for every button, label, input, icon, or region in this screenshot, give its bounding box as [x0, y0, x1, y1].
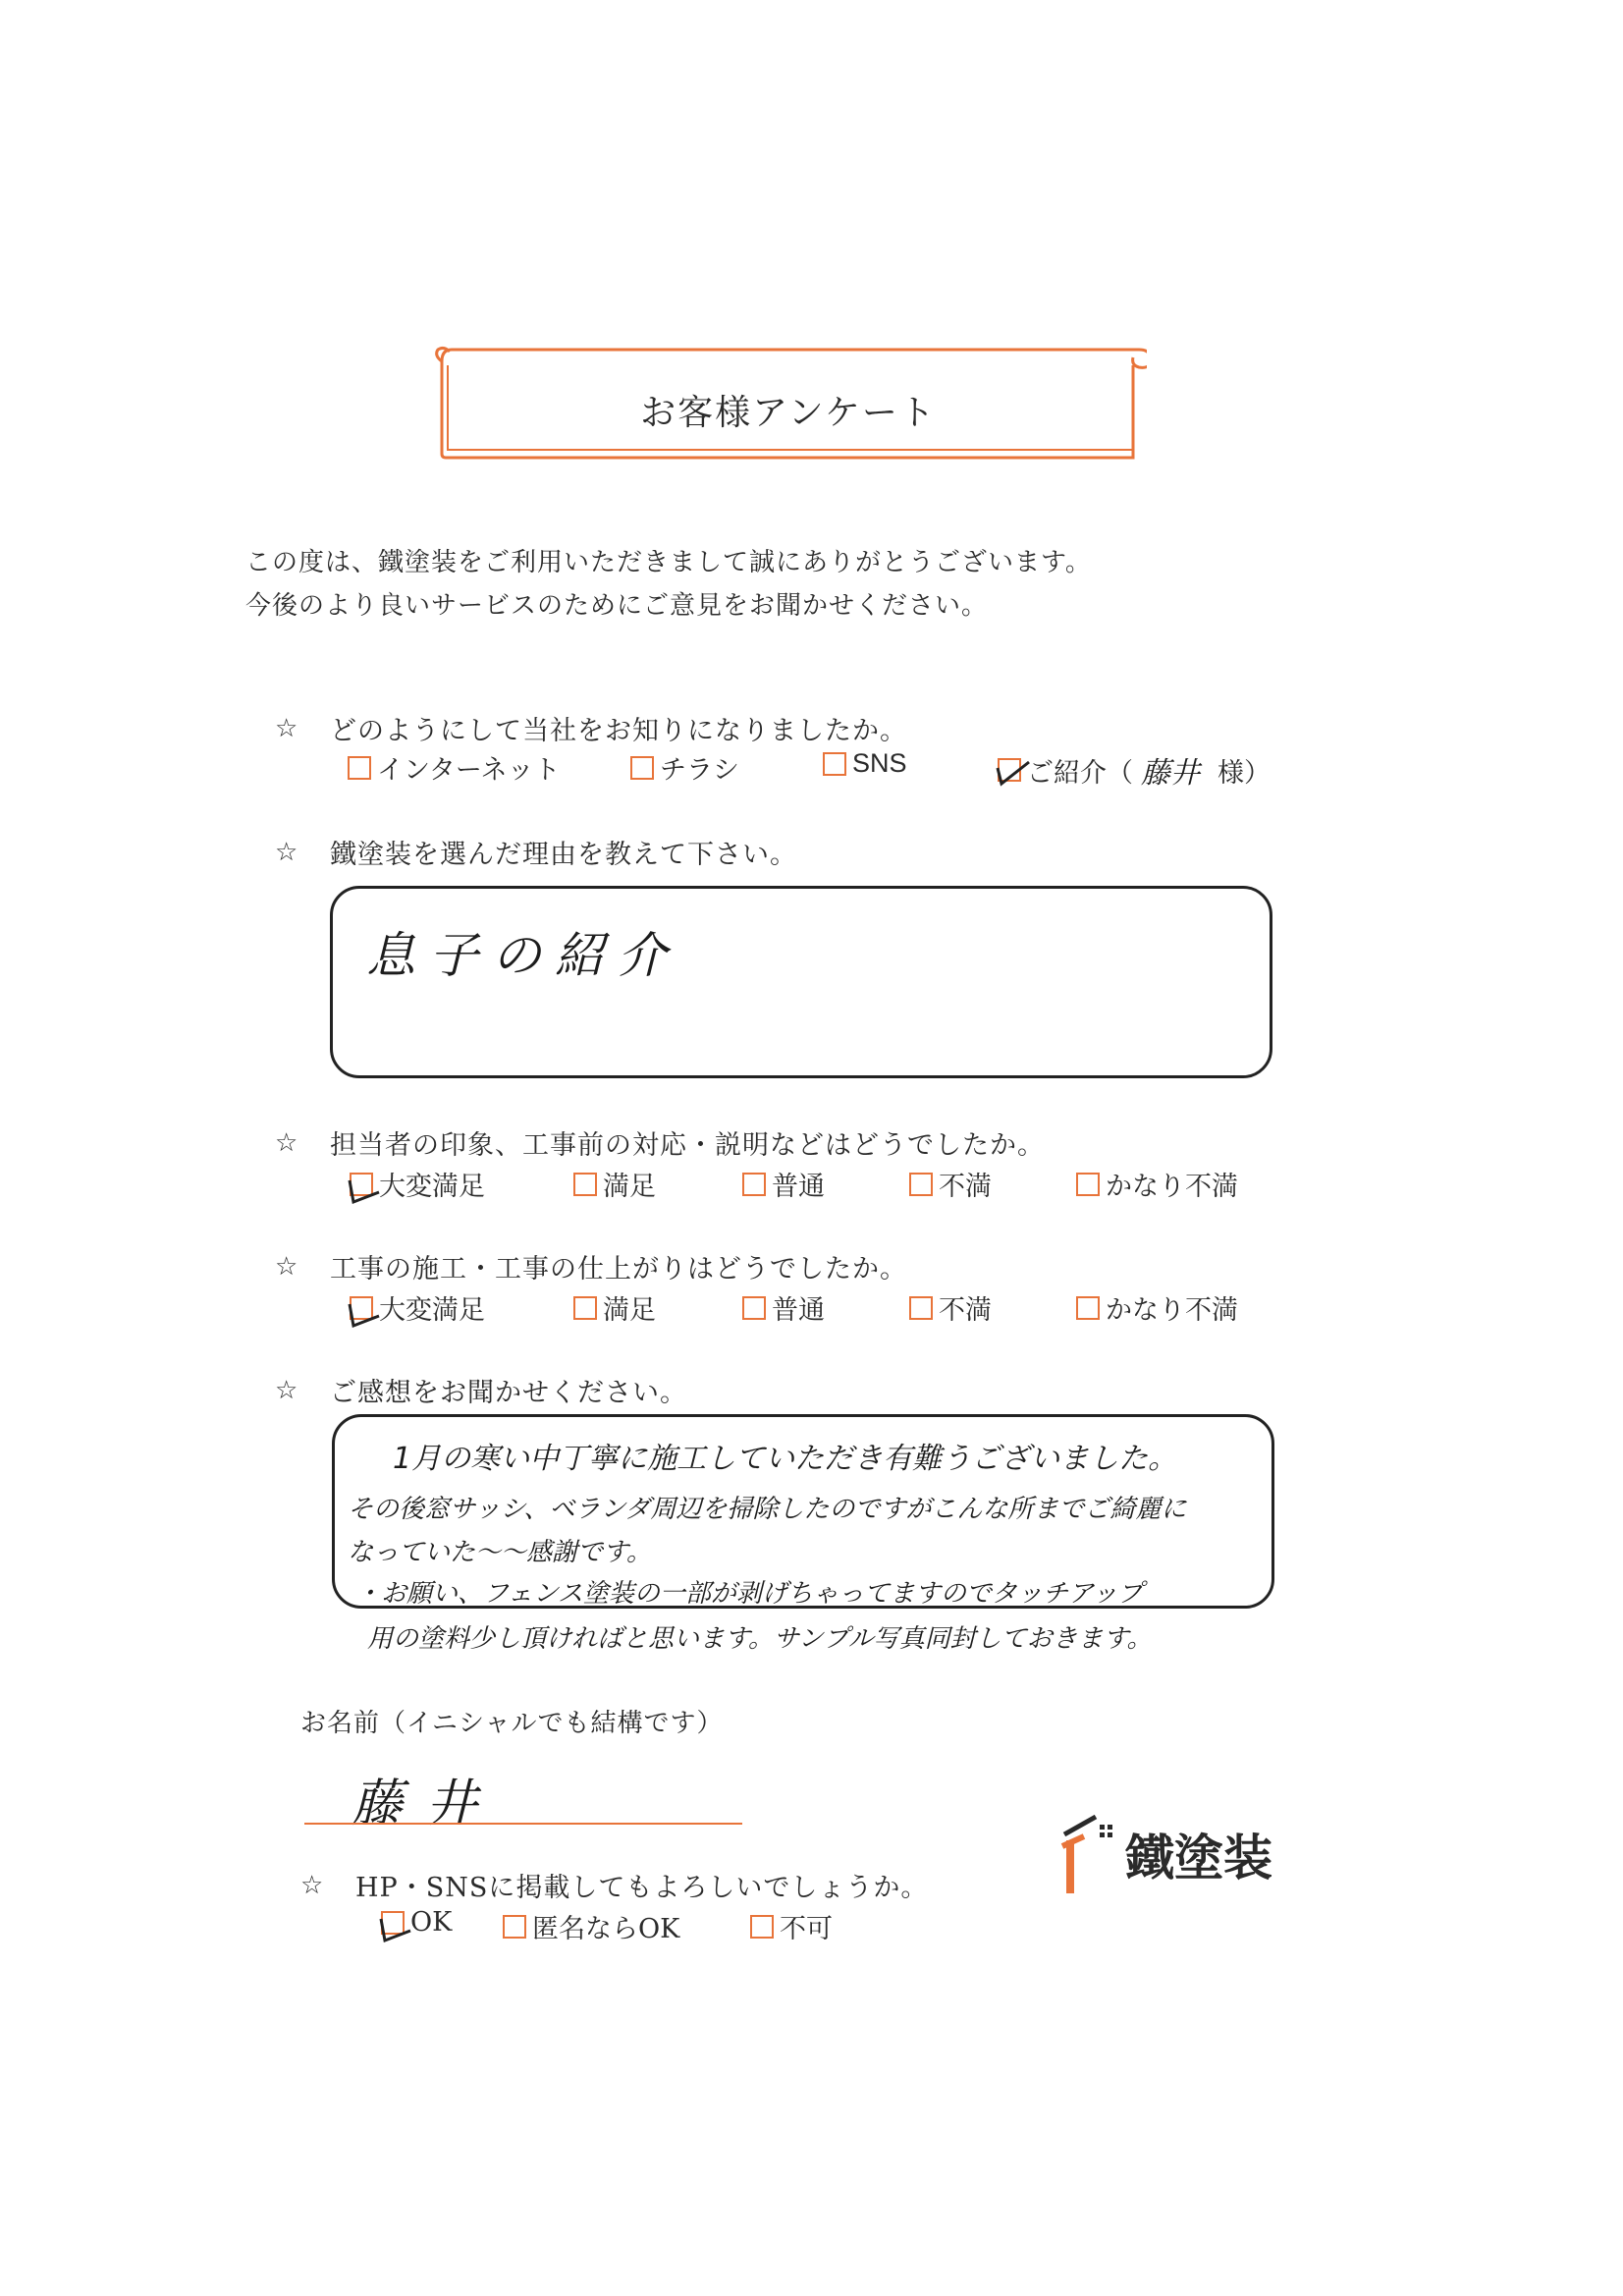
- checkbox[interactable]: [348, 756, 371, 780]
- name-underline[interactable]: [304, 1823, 742, 1825]
- reason-answer-box[interactable]: [330, 886, 1272, 1078]
- checkbox[interactable]: [909, 1173, 933, 1196]
- check-mark-icon: [344, 1163, 383, 1212]
- q3-option-neutral[interactable]: 普通: [742, 1165, 825, 1203]
- name-value: 藤井: [352, 1775, 502, 1833]
- star-icon: ☆: [300, 1870, 325, 1900]
- comment-line-1: 1月の寒い中丁寧に施工していただき有難うございました。: [393, 1442, 1178, 1476]
- check-mark-icon: [992, 748, 1031, 792]
- q6-option-ok[interactable]: OK: [381, 1907, 452, 1938]
- q4-option-very-dissatisfied[interactable]: かなり不満: [1076, 1288, 1238, 1327]
- star-icon: ☆: [275, 837, 299, 867]
- question-6: [300, 1866, 928, 1904]
- checkbox[interactable]: [742, 1173, 766, 1196]
- star-icon: ☆: [275, 1251, 299, 1282]
- intro-line-2: 今後のより良いサービスのためにご意見をお聞かせください。: [245, 591, 989, 621]
- check-mark-icon: [344, 1286, 383, 1336]
- comment-line-4: ・お願い、フェンス塗装の一部が剥げちゃってますのでタッチアップ: [355, 1579, 1144, 1609]
- reason-answer-text: 息子の紹介: [366, 927, 680, 984]
- q3-option-very-dissatisfied[interactable]: かなり不満: [1076, 1165, 1238, 1203]
- checkbox[interactable]: [998, 758, 1021, 782]
- page-title: お客様アンケート: [640, 393, 937, 433]
- question-2-text: 鐵塗装を選んだ理由を教えて下さい。: [330, 840, 797, 870]
- intro-line-1: この度は、鐵塗装をご利用いただきまして誠にありがとうございます。: [245, 548, 1092, 577]
- checkbox[interactable]: [750, 1915, 774, 1939]
- checkbox[interactable]: [573, 1296, 597, 1320]
- checkbox[interactable]: [503, 1915, 526, 1939]
- checkbox[interactable]: [350, 1173, 373, 1196]
- q1-option-flyer[interactable]: チラシ: [630, 748, 739, 787]
- logo-text: 鐵塗装: [1125, 1830, 1272, 1886]
- question-1-text: どのようにして当社をお知りになりましたか。: [330, 716, 907, 746]
- q3-option-dissatisfied[interactable]: 不満: [909, 1165, 992, 1203]
- q4-option-dissatisfied[interactable]: 不満: [909, 1288, 992, 1327]
- q6-option-not-allowed[interactable]: 不可: [750, 1907, 833, 1945]
- checkbox[interactable]: [823, 752, 846, 776]
- star-icon: ☆: [275, 713, 299, 743]
- question-2: [275, 833, 797, 871]
- check-mark-icon: [375, 1901, 414, 1950]
- question-4: [275, 1247, 907, 1285]
- q4-option-neutral[interactable]: 普通: [742, 1288, 825, 1327]
- name-label: お名前（イニシャルでも結構です）: [300, 1709, 724, 1738]
- checkbox[interactable]: [573, 1173, 597, 1196]
- comment-line-3: なっていた〜〜感謝です。: [348, 1538, 652, 1567]
- checkbox[interactable]: [909, 1296, 933, 1320]
- q4-option-very-satisfied[interactable]: 大変満足: [350, 1288, 485, 1327]
- house-logo-icon: [1060, 1813, 1117, 1895]
- star-icon: ☆: [275, 1375, 299, 1405]
- q1-option-internet[interactable]: インターネット: [348, 748, 561, 787]
- checkbox[interactable]: [350, 1296, 373, 1320]
- q1-option-referral[interactable]: ご紹介（ 藤井 様）: [998, 748, 1271, 792]
- q1-option-sns[interactable]: SNS: [823, 748, 907, 779]
- q3-option-very-satisfied[interactable]: 大変満足: [350, 1165, 485, 1203]
- checkbox[interactable]: [381, 1911, 405, 1935]
- q4-option-satisfied[interactable]: 満足: [573, 1288, 656, 1327]
- question-6-text: HP・SNSに掲載してもよろしいでしょうか。: [355, 1873, 929, 1903]
- question-4-text: 工事の施工・工事の仕上がりはどうでしたか。: [330, 1254, 907, 1285]
- comment-line-2: その後窓サッシ、ベランダ周辺を掃除したのですがこんな所までご綺麗に: [348, 1495, 1187, 1524]
- checkbox[interactable]: [630, 756, 654, 780]
- question-5: [275, 1371, 687, 1409]
- question-1: [275, 709, 907, 747]
- company-logo: [1060, 1813, 1272, 1895]
- q3-option-satisfied[interactable]: 満足: [573, 1165, 656, 1203]
- comment-line-5: 用の塗料少し頂ければと思います。サンプル写真同封しておきます。: [367, 1624, 1153, 1654]
- title-banner: [430, 344, 1147, 462]
- question-3: [275, 1123, 1045, 1162]
- q6-option-anonymous-ok[interactable]: 匿名ならOK: [503, 1907, 679, 1945]
- checkbox[interactable]: [742, 1296, 766, 1320]
- checkbox[interactable]: [1076, 1296, 1100, 1320]
- question-5-text: ご感想をお聞かせください。: [330, 1378, 687, 1408]
- star-icon: ☆: [275, 1127, 299, 1158]
- question-3-text: 担当者の印象、工事前の対応・説明などはどうでしたか。: [330, 1130, 1045, 1161]
- checkbox[interactable]: [1076, 1173, 1100, 1196]
- referrer-name: 藤井: [1141, 756, 1200, 791]
